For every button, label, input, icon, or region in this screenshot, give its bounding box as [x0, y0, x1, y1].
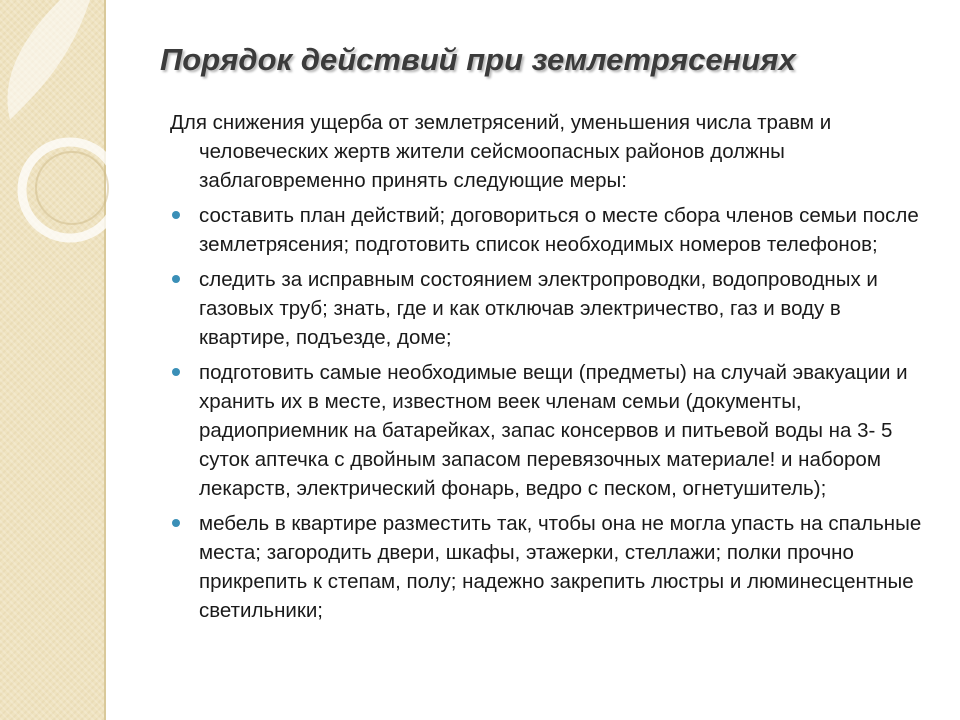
list-item-text: следить за исправным состоянием электропроводки, водопроводных и газовых труб; знать, где и как отключав электричество, газ и воду в квартире, подъезде, доме;: [199, 268, 878, 349]
list-item: [170, 509, 930, 625]
measures-list: [170, 201, 930, 625]
list-item: [170, 358, 930, 503]
list-item-text: мебель в квартире разместить так, чтобы она не могла упасть на спальные места; загородить двери, шкафы, этажерки, стеллажи; полки прочно прикрепить к степам, полу; надежно закрепить люстры и люминесцентные светильники;: [199, 512, 922, 622]
bullet-dot-icon: [172, 519, 180, 527]
bullet-dot-icon: [172, 368, 180, 376]
slide-body: [170, 108, 930, 631]
decorative-circles-icon: [0, 0, 110, 300]
bullet-dot-icon: [172, 211, 180, 219]
list-item: [170, 265, 930, 352]
slide-title: Порядок действий при землетрясениях: [160, 42, 796, 77]
list-item-text: составить план действий; договориться о месте сбора членов семьи после землетрясения; подготовить список необходимых номеров телефонов;: [199, 204, 919, 256]
intro-paragraph: Для снижения ущерба от землетрясений, уменьшения числа травм и человеческих жертв жители сейсмоопасных районов должны заблаговременно принять следующие меры:: [170, 111, 832, 192]
bullet-dot-icon: [172, 275, 180, 283]
list-item: [170, 201, 930, 259]
list-item-text: подготовить самые необходимые вещи (предметы) на случай эвакуации и хранить их в месте, известном веек членам семьи (документы, радиоприемник на батарейках, запас консервов и питьевой воды на 3- 5 суток аптечка с двойным запасом перевязочных материале! и набором лекарств, электрический фонарь, ведро с песком, огнетушитель);: [199, 361, 908, 500]
